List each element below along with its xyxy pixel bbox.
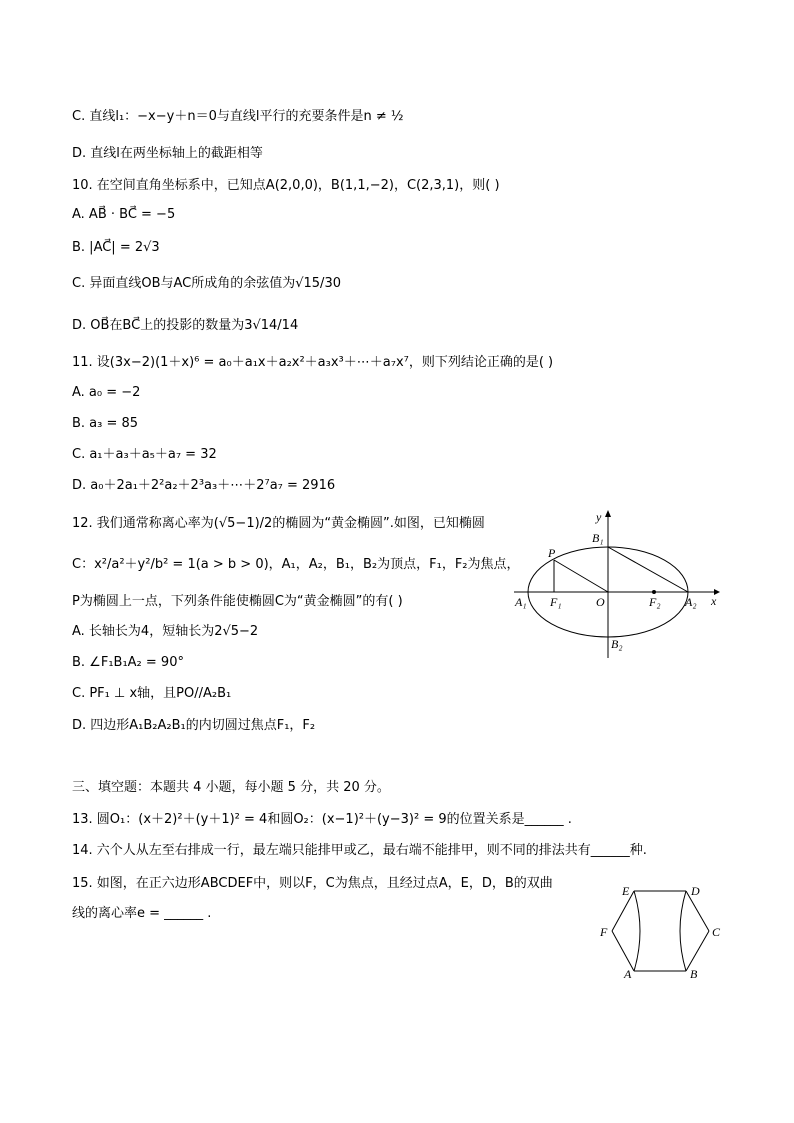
q11-option-d: D. a₀＋2a₁＋2²a₂＋2³a₃＋⋯＋2⁷a₇ = 2916 [72, 478, 336, 493]
q12-stem-line2: C：x²/a²＋y²/b² = 1(a > b > 0)，A₁，A₂，B₁，B₂为顶点，F₁，F₂为焦点， [72, 557, 520, 572]
label-c: C [712, 925, 721, 939]
q12-option-b: B. ∠F₁B₁A₂ = 90° [72, 655, 184, 670]
label-f: F [600, 925, 608, 939]
q10-option-a: A. AB⃗ · BC⃗ = −5 [72, 207, 176, 222]
q9-option-c: C. 直线l₁：−x−y＋n＝0与直线l平行的充要条件是n ≠ ½ [72, 109, 404, 124]
label-a1: A₁ [515, 595, 527, 609]
section-3-heading: 三、填空题：本题共 4 小题，每小题 5 分，共 20 分。 [72, 780, 390, 795]
q12-stem-line1: 12. 我们通常称离心率为(√5−1)/2的椭圆为“黄金椭圆”.如图，已知椭圆 [72, 516, 485, 531]
label-y: y [596, 510, 602, 524]
label-f2: F₂ [649, 595, 661, 609]
q12-option-a: A. 长轴长为4，短轴长为2√5−2 [72, 624, 259, 639]
q11-stem: 11. 设(3x−2)(1＋x)⁶ = a₀＋a₁x＋a₂x²＋a₃x³＋⋯＋a₇x⁷，则下列结论正确的是( ) [72, 355, 554, 370]
label-o: O [596, 595, 605, 609]
q10-option-d: D. OB⃗在BC⃗上的投影的数量为3√14/14 [72, 318, 299, 333]
label-a2: A₂ [685, 595, 697, 609]
q9-option-d: D. 直线l在两坐标轴上的截距相等 [72, 146, 263, 161]
segment-a2b1 [608, 547, 688, 592]
label-d: D [691, 884, 700, 898]
q14: 14. 六个人从左至右排成一行，最左端只能排甲或乙，最右端不能排甲，则不同的排法共有______种. [72, 843, 647, 858]
q15-stem-line1: 15. 如图，在正六边形ABCDEF中，则以F，C为焦点，且经过点A，E，D，B的双曲 [72, 876, 553, 891]
label-p: P [548, 546, 556, 560]
hexagon-figure [596, 878, 726, 984]
edge-cb [686, 931, 709, 971]
q10-stem: 10. 在空间直角坐标系中，已知点A(2,0,0)，B(1,1,−2)，C(2,3,1)，则( ) [72, 178, 500, 193]
ellipse-figure [508, 505, 726, 660]
label-a: A [624, 967, 632, 981]
q11-option-a: A. a₀ = −2 [72, 385, 141, 400]
q10-option-c: C. 异面直线OB与AC所成角的余弦值为√15/30 [72, 276, 341, 291]
hyperbola-right-branch [680, 891, 686, 971]
q12-option-d: D. 四边形A₁B₂A₂B₁的内切圆过焦点F₁，F₂ [72, 718, 316, 733]
q13: 13. 圆O₁：(x＋2)²＋(y＋1)² = 4和圆O₂：(x−1)²＋(y−3)² = 9的位置关系是______ . [72, 812, 572, 827]
label-b: B [690, 967, 698, 981]
label-x: x [711, 594, 717, 608]
q10-option-b: B. |AC⃗| = 2√3 [72, 240, 160, 255]
y-axis-arrow [605, 510, 611, 517]
segment-po [554, 560, 608, 592]
label-b2: B₂ [611, 637, 623, 651]
q11-option-b: B. a₃ = 85 [72, 416, 139, 431]
label-e: E [622, 884, 630, 898]
q15-stem-line2: 线的离心率e = ______ . [72, 906, 212, 921]
label-f1: F₁ [550, 595, 562, 609]
q12-stem-line3: P为椭圆上一点，下列条件能使椭圆C为“黄金椭圆”的有( ) [72, 594, 403, 609]
hyperbola-left-branch [634, 891, 640, 971]
q11-option-c: C. a₁＋a₃＋a₅＋a₇ = 32 [72, 447, 217, 462]
label-b1: B₁ [592, 531, 604, 545]
edge-af [612, 931, 634, 971]
point-f2 [652, 590, 656, 594]
q12-option-c: C. PF₁ ⊥ x轴，且PO//A₂B₁ [72, 686, 232, 701]
